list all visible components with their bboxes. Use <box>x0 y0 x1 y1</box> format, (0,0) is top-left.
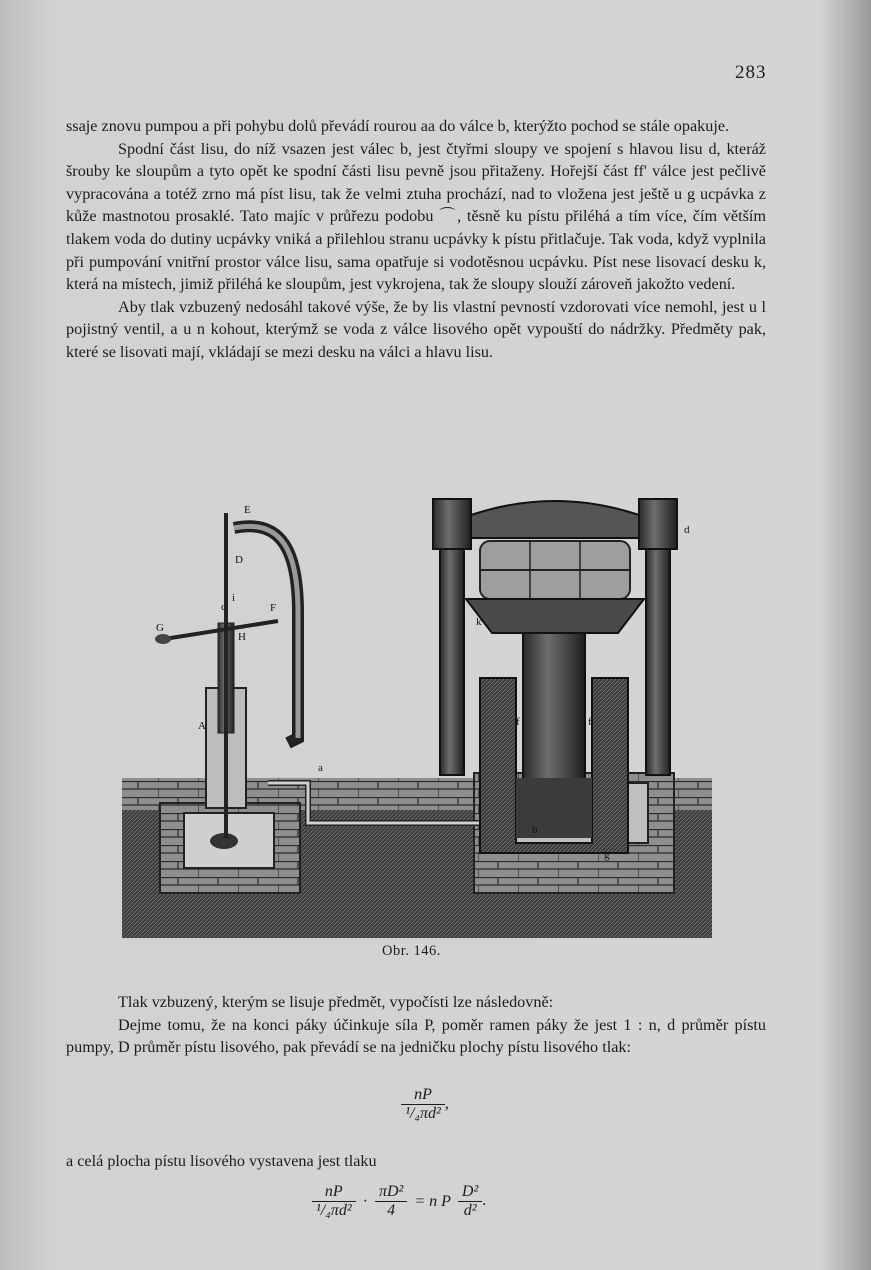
formula-dot: · <box>362 1192 368 1210</box>
formula-equals: = n P <box>414 1192 451 1210</box>
figure-label: f <box>516 716 520 728</box>
figure-label: f <box>588 716 592 728</box>
press-head <box>471 501 639 538</box>
text-block-bottom <box>66 991 766 1059</box>
figure-label: i <box>232 592 236 604</box>
formula-total-pressure <box>312 1183 486 1220</box>
press-column-right <box>646 513 670 775</box>
formula-comma: , <box>444 1095 449 1113</box>
formula-denominator: ¹/₄πd² <box>401 1104 445 1123</box>
press-column-left <box>440 513 464 775</box>
hydraulic-press-illustration <box>118 493 713 941</box>
formula-numerator: D² <box>461 1183 479 1200</box>
paragraph-3: Aby tlak vzbuzený nedosáhl takové výše, že by lis vlastní pevností vzdorovati více nemohl, jest u l pojistný ventil, a u n kohout, kterýmž se voda z válce lisového opět vypouští do nádržky. Předměty pak, které se lisovati mají, vkládají se mezi desku na válci a hlavu lisu. <box>66 297 766 361</box>
page-number: 283 <box>735 62 767 83</box>
figure-label: b <box>532 824 538 836</box>
figure-label: G <box>156 622 164 634</box>
figure-label: H <box>238 631 246 643</box>
paragraph-4: Tlak vzbuzený, kterým se lisuje předmět, vypočísti lze následovně: <box>118 993 554 1011</box>
paragraph-1: ssaje znovu pumpou a při pohybu dolů převádí rourou aa do válce b, kterýžto pochod se stále opakuje. <box>66 117 730 135</box>
text-block-top <box>66 115 766 364</box>
figure-label: g <box>604 849 610 861</box>
figure-label: F <box>270 602 277 614</box>
press-plate <box>466 599 644 633</box>
formula-numerator: πD² <box>378 1183 404 1200</box>
formula-period: . <box>482 1192 487 1210</box>
figure-label: D <box>235 554 243 566</box>
formula-denominator: 4 <box>375 1201 407 1220</box>
paragraph-5: Dejme tomu, že na konci páky účinkuje síla P, poměr ramen páky že jest 1 : n, d průměr pístu pumpy, D průměr pístu lisového, pak převádí se na jedničku plochy pístu lisového tlak: <box>66 1015 766 1057</box>
figure-label: E <box>244 504 251 516</box>
press-ram <box>523 633 585 783</box>
formula-numerator: nP <box>414 1086 432 1103</box>
figure-caption: Obr. 146. <box>382 943 441 959</box>
figure-label: A <box>198 720 206 732</box>
figure-label: d <box>684 524 690 536</box>
formula-numerator: nP <box>324 1183 343 1200</box>
paragraph-2: Spodní část lisu, do níž vsazen jest válec b, jest čtyřmi sloupy ve spojení s hlavou lisu d, kteráž šrouby ke sloupům a tyto opět ke spodní části lisu pevně jsou přitaženy. Hořejší část ff' válce jest pečlivě vypracována a totéž zrno má píst lisu, tak že velmi ztuha prochází, nad to vložena jest ještě u g ucpávka z kůže mastnotou prosaklé. Tato majíc v průřezu podobu ⌒, těsně ku pístu přiléhá a tím více, čím větším tlakem voda do dutiny ucpávky vniká a přilehlou stranu ucpávky k pístu přitlačuje. Tak voda, když vyplnila při pumpování vnitřní prostor válce lisu, sama opatřuje si vodotěsnou ucpávku. Píst nese lisovací desku k, která na místech, jimiž přiléhá ke sloupům, jest vykrojena, tak že sloupy slouží zároveň jakožto vedení. <box>66 139 766 294</box>
figure-label: k <box>476 616 482 628</box>
figure-label: a <box>318 762 323 774</box>
text-line-total-pressure: a celá plocha pístu lisového vystavena jest tlaku <box>66 1152 377 1170</box>
formula-pressure-per-unit <box>380 1086 470 1123</box>
formula-denominator: ¹/₄πd² <box>312 1201 356 1220</box>
figure-label: c <box>221 601 226 613</box>
formula-denominator: d² <box>458 1201 482 1220</box>
